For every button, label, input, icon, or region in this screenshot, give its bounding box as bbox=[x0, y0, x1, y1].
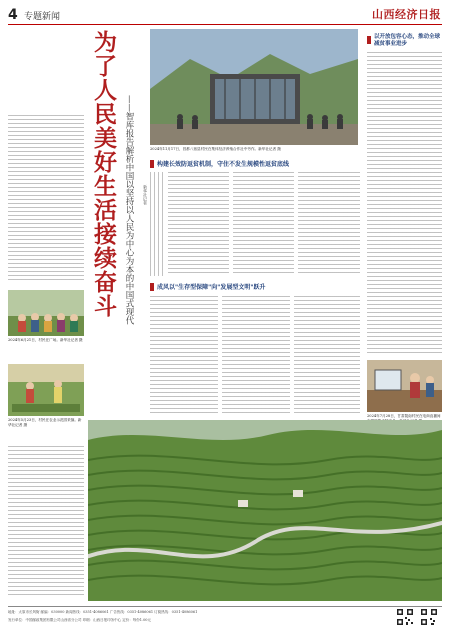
feature-byline: 新华社记者 bbox=[143, 185, 148, 205]
right-heading-marker bbox=[367, 36, 371, 44]
section-heading-2: 成风以"生存型保障"向"发展型文明"跃升 bbox=[157, 284, 266, 291]
qr-code-icon bbox=[396, 608, 414, 626]
right-photo bbox=[367, 360, 442, 412]
left-photo-1 bbox=[8, 290, 84, 336]
middle-column-2-lower bbox=[222, 296, 290, 416]
left-photo-2 bbox=[8, 364, 84, 416]
middle-column-1-upper bbox=[168, 172, 229, 276]
footer-rule bbox=[8, 606, 442, 607]
feature-headline: 为了人民美好生活接续奋斗 bbox=[90, 30, 116, 318]
left-column-text bbox=[8, 115, 84, 283]
section-label: 专题新闻 bbox=[24, 12, 61, 22]
feature-subheadline: ——智库报告解析中国以坚持以人民为中心为本的中国式现代 bbox=[124, 95, 134, 325]
middle-column-1-lower bbox=[150, 296, 218, 416]
top-photo bbox=[150, 29, 358, 145]
bottom-landscape-photo bbox=[88, 420, 442, 601]
header-rule bbox=[8, 24, 442, 25]
right-column-text-upper bbox=[367, 52, 442, 354]
middle-column-2-upper bbox=[233, 172, 294, 276]
masthead: 山西经济日报 bbox=[372, 8, 441, 21]
qr-code-icon-2 bbox=[420, 608, 438, 626]
left-photo-2-caption: 2024年5月23日，村民在农业示范园采摘。新华社记者 摄 bbox=[8, 418, 82, 427]
section-heading-1-marker bbox=[150, 160, 154, 168]
page-number: 4 bbox=[8, 7, 18, 23]
section-heading-1: 构建长效防返贫机制，守住不发生规模性返贫底线 bbox=[157, 161, 290, 168]
footer-line-2: 发行单位：中国邮政集团有限公司山西省分公司 印刷：山西日报印务中心 定价：每份1.00元 bbox=[8, 618, 152, 622]
section-heading-2-marker bbox=[150, 283, 154, 291]
right-section-heading: 以开放包容心态，推动全球减贫事业进步 bbox=[374, 34, 441, 47]
middle-column-3-upper bbox=[298, 172, 360, 276]
left-photo-1-caption: 2024年6月21日，村民在广场。新华社记者 摄 bbox=[8, 338, 83, 342]
right-photo-caption: 2024年7月28日，甘肃陇南村民在电商直播间 bbox=[367, 414, 441, 418]
vertical-text-strip bbox=[150, 172, 164, 276]
footer-line-1: 地址：太原市长风街 邮编：030000 新闻热线：0351-4086061 广告热线：0351-4086061 订阅热线：0351-4086061 bbox=[8, 610, 198, 614]
top-photo-caption: 2024年11月17日，昌都八宿县村民在集体经济养殖合作社中劳作。新华社记者 摄 bbox=[150, 147, 281, 151]
middle-column-3-lower bbox=[294, 296, 360, 416]
left-column-text-lower bbox=[8, 446, 84, 596]
